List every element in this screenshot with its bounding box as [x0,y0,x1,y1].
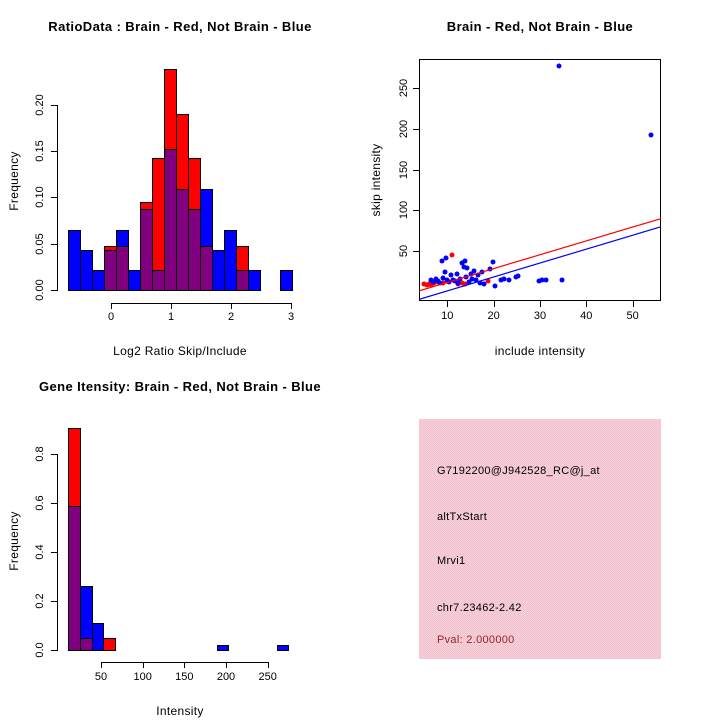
y-axis-tick [51,503,57,504]
y-axis-line [57,105,58,291]
panel-scatter [360,0,720,360]
y-tick-label: 0.00 [34,279,46,301]
y-tick-label: 50 [398,244,410,258]
ratio-hist-x-axis-label: Log2 Ratio Skip/Include [113,344,247,358]
y-axis-tick [51,650,57,651]
x-tick-label: 250 [258,671,277,683]
y-axis-tick [51,552,57,553]
x-tick-label: 150 [175,671,194,683]
x-axis-tick [633,301,634,307]
gene-hist-title: Gene Itensity: Brain - Red, Not Brain - Blue [39,379,321,394]
pval-text: Pval: 2.000000 [437,634,515,646]
hist-bar [248,270,261,291]
x-axis-tick [586,301,587,307]
y-axis-tick [51,105,57,106]
panel-gene-info [360,360,720,720]
genome-location-text: chr7.23462-2.42 [437,602,522,614]
gene-name-text: Mrvi1 [437,555,466,567]
y-tick-label: 0.6 [34,495,46,511]
y-tick-label: 0.2 [34,593,46,609]
y-axis-tick [51,151,57,152]
hist-bar [280,270,293,291]
splice-event-type-text: altTxStart [437,511,488,523]
x-tick-label: 200 [216,671,236,683]
x-tick-label: 40 [580,310,593,322]
x-axis-tick [111,303,112,309]
y-tick-label: 0.0 [34,642,46,658]
y-axis-tick [51,601,57,602]
x-tick-label: 0 [107,311,115,323]
probe-set-id-text: G7192200@J942528_RC@j_at [437,465,600,477]
y-tick-label: 0.05 [34,232,46,255]
x-tick-label: 50 [94,671,108,683]
hist-bar [217,645,230,651]
x-tick-label: 30 [533,310,547,322]
fit-line [419,227,661,300]
x-tick-label: 3 [287,311,295,323]
ratio-hist-y-axis-label: Frequency [7,151,21,211]
x-axis-tick [143,662,144,668]
x-tick-label: 1 [167,311,175,323]
panel-gene-histogram [0,360,360,720]
x-axis-tick [540,301,541,307]
y-tick-label: 0.15 [34,140,46,162]
fit-line [419,219,661,291]
x-axis-line [111,303,292,304]
gene-hist-y-axis-label: Frequency [7,511,21,571]
fit-lines [419,59,661,301]
gene-info-box [419,419,661,659]
x-axis-tick [171,303,172,309]
x-tick-label: 2 [227,311,235,323]
y-tick-label: 0.8 [34,446,46,462]
x-tick-label: 10 [441,310,454,322]
x-axis-tick [184,662,185,668]
panel-ratio-histogram [0,0,360,360]
gene-hist-x-axis-label: Intensity [156,704,204,718]
y-tick-label: 200 [398,119,410,139]
x-axis-tick [101,662,102,668]
y-tick-label: 0.20 [34,93,46,116]
hist-bar [103,638,116,651]
y-tick-label: 150 [398,160,410,179]
x-axis-tick [447,301,448,307]
hist-bar [277,645,290,651]
ratio-hist-title: RatioData : Brain - Red, Not Brain - Blue [48,19,312,34]
y-axis-tick [51,244,57,245]
scatter-y-axis-label: skip intensity [369,143,383,217]
y-axis-tick [51,197,57,198]
y-axis-line [57,454,58,651]
x-axis-tick [494,301,495,307]
x-axis-tick [231,303,232,309]
x-tick-label: 20 [487,310,500,322]
y-axis-tick [51,290,57,291]
y-tick-label: 250 [398,79,410,98]
x-tick-label: 50 [626,310,639,322]
scatter-title: Brain - Red, Not Brain - Blue [446,19,634,34]
x-axis-tick [268,662,269,668]
y-tick-label: 0.4 [34,544,46,560]
x-axis-tick [291,303,292,309]
x-tick-label: 100 [133,671,152,683]
y-tick-label: 100 [398,201,410,220]
x-axis-tick [226,662,227,668]
y-tick-label: 0.10 [34,186,46,209]
y-axis-tick [51,454,57,455]
scatter-x-axis-label: include intensity [494,344,586,358]
